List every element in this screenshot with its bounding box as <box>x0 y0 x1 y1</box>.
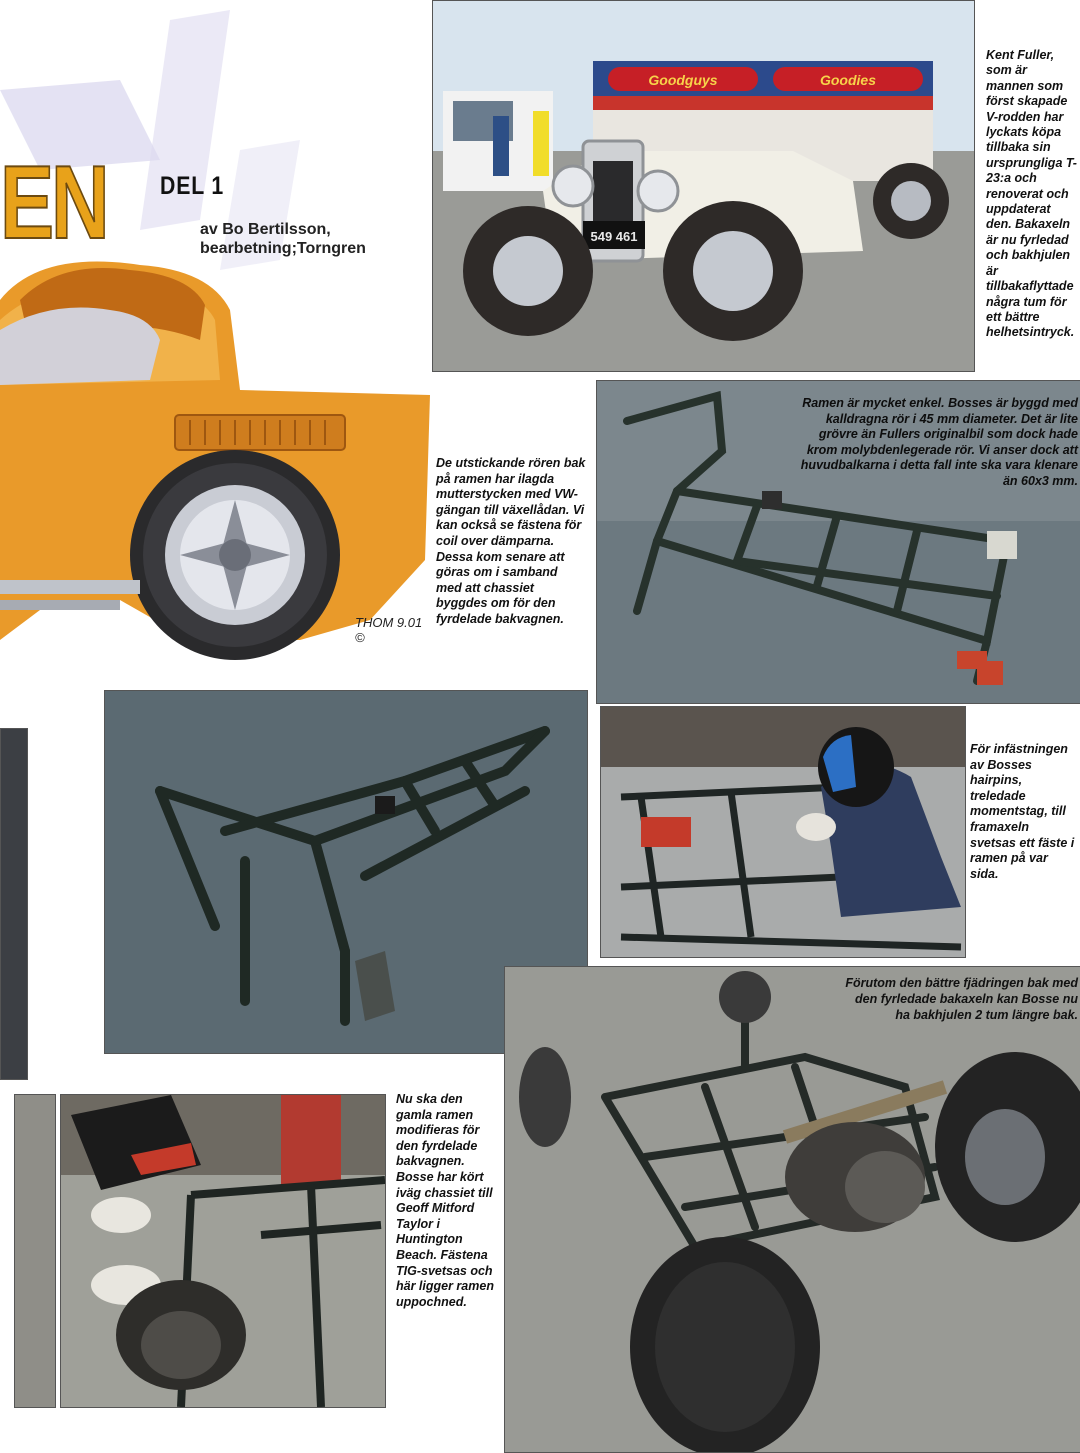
gearbox-photo <box>61 1095 385 1407</box>
caption-modify-frame: Nu ska den gamla ramen modifieras för den fyrdelade bakvagnen. Bosse har kört iväg chassiet till Geoff Mitford Taylor i Huntington Beach. Fästena TIG-svetsas och här ligger ramen uppochned. <box>396 1092 494 1309</box>
artist-signature: THOM 9.01 © <box>355 615 423 645</box>
sign-left: Goodguys <box>648 72 718 88</box>
part-label: DEL 1 <box>160 172 225 200</box>
chassis-photo <box>505 967 1080 1452</box>
license-plate: 549 461 <box>590 229 638 244</box>
welder-photo <box>601 707 965 957</box>
caption-better-suspension: Förutom den bättre fjädringen bak med den fyrledade bakaxeln kan Bosse nu ha bakhjulen 2 tum längre bak. <box>845 976 1078 1022</box>
caption-frame-simple: Ramen är mycket enkel. Bosses är byggd med kalldragna rör i 45 mm diameter. Det är lite grövre än Fullers originalbil som dock hade krom molybdenlegerade rör. Vi anser dock att huvudbalkarna i detta fall inte ska vara klenare än 60x3 mm. <box>800 396 1078 488</box>
caption-protruding-tubes: De utstickande rören bak på ramen har ilagda mutterstycken med VW-gängan till växellådan. Vi kan också se fästena för coil over dämparna. Dessa kom senare att göras om i samband med att chassiet byggdes om för den fyrdelade bakvagnen. <box>436 456 586 626</box>
photo-strip-left <box>14 1094 56 1408</box>
headline-fragment: EN <box>0 145 107 261</box>
photo-strip-left-mid <box>0 728 28 1080</box>
photo-welder <box>600 706 966 958</box>
caption-kent-fuller: Kent Fuller, som är mannen som först skapade V-rodden har lyckats köpa tillbaka sin ursprungliga T-23:a och renoverat och uppdaterat den. Bakaxeln är nu fyrledad och bakhjulen är tillbakaflyttade några tum för ett bättre helhetsintryck. <box>986 48 1077 340</box>
illustration <box>0 0 430 690</box>
sign-right: Goodies <box>819 72 877 88</box>
photo-gearbox-mount <box>60 1094 386 1408</box>
hotrod-illustration <box>0 0 430 690</box>
tbucket-photo <box>433 1 974 371</box>
photo-rolling-chassis <box>504 966 1080 1453</box>
caption-hairpin-mount: För infästningen av Bosses hairpins, treledade momentstag, till framaxeln svetsas ett fäste i ramen på var sida. <box>970 742 1075 881</box>
byline: av Bo Bertilsson, bearbetning;Torngren <box>200 221 366 257</box>
photo-white-tbucket <box>432 0 975 372</box>
